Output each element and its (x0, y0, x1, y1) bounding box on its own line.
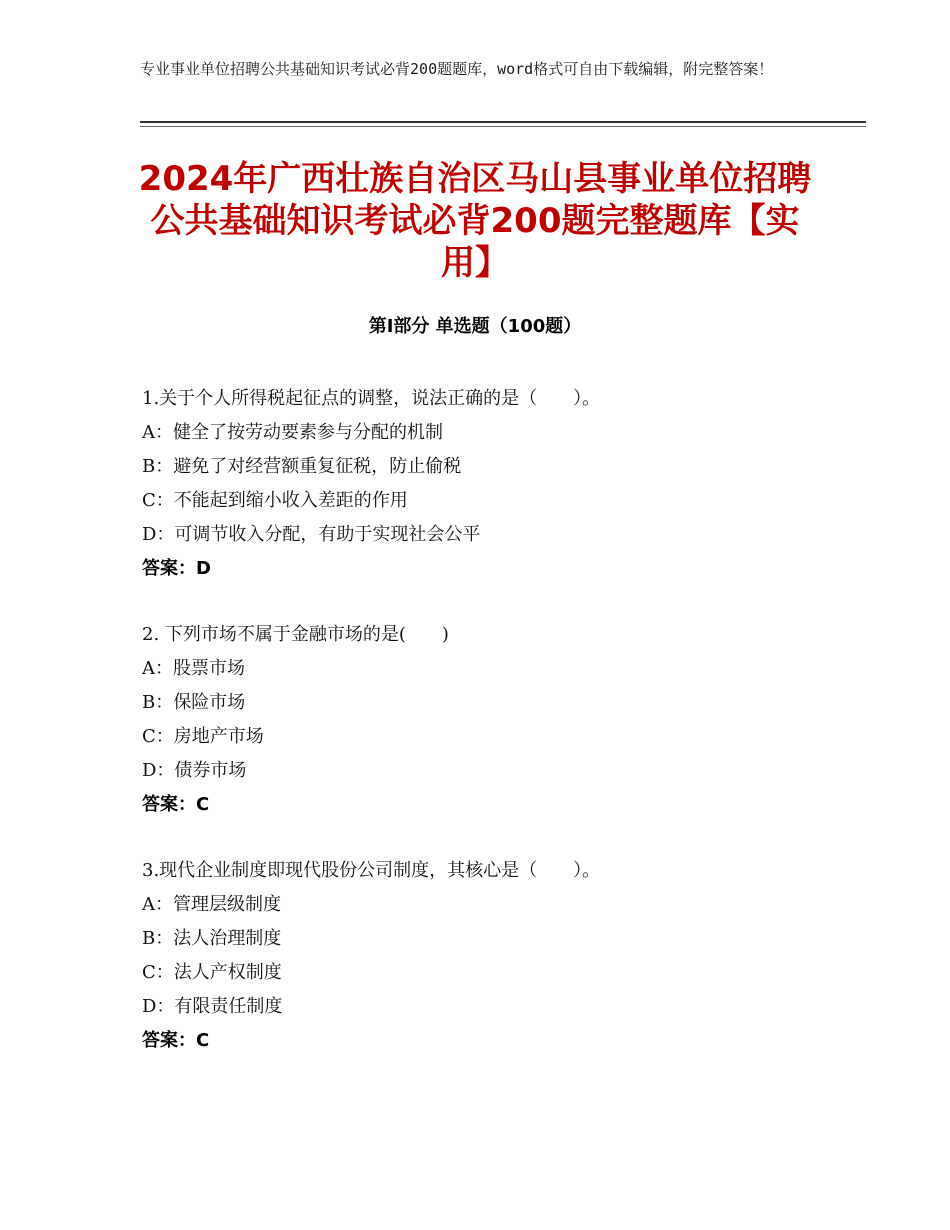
option-c: C：房地产市场 (142, 726, 264, 747)
header-divider-thick (140, 121, 866, 123)
option-a: A：健全了按劳动要素参与分配的机制 (142, 422, 443, 443)
question-3 (142, 854, 862, 1058)
question-list (142, 382, 862, 1090)
option-a: A：股票市场 (142, 658, 245, 679)
option-c: C：法人产权制度 (142, 962, 282, 983)
document-title: 2024年广西壮族自治区马山县事业单位招聘公共基础知识考试必背200题完整题库【实用】 (138, 159, 812, 283)
section-title: 第Ⅰ部分 单选题（100题） (368, 316, 582, 337)
question-1 (142, 382, 862, 586)
option-d: D：可调节收入分配，有助于实现社会公平 (142, 524, 481, 545)
header-divider-thin (140, 126, 866, 127)
question-stem: 2. 下列市场不属于金融市场的是( ) (142, 624, 449, 645)
answer: 答案：C (142, 1030, 210, 1051)
question-stem: 1.关于个人所得税起征点的调整，说法正确的是（ ）。 (142, 388, 601, 409)
answer: 答案：C (142, 794, 210, 815)
option-d: D：债券市场 (142, 760, 247, 781)
option-a: A：管理层级制度 (142, 894, 281, 915)
question-stem: 3.现代企业制度即现代股份公司制度，其核心是（ ）。 (142, 860, 601, 881)
header-note: 专业事业单位招聘公共基础知识考试必背200题题库，word格式可自由下载编辑，附完整答案！ (140, 60, 774, 78)
option-b: B：法人治理制度 (142, 928, 282, 949)
answer: 答案：D (142, 558, 211, 579)
question-2 (142, 618, 862, 822)
option-b: B：保险市场 (142, 692, 246, 713)
option-b: B：避免了对经营额重复征税，防止偷税 (142, 456, 462, 477)
option-c: C：不能起到缩小收入差距的作用 (142, 490, 408, 511)
option-d: D：有限责任制度 (142, 996, 283, 1017)
